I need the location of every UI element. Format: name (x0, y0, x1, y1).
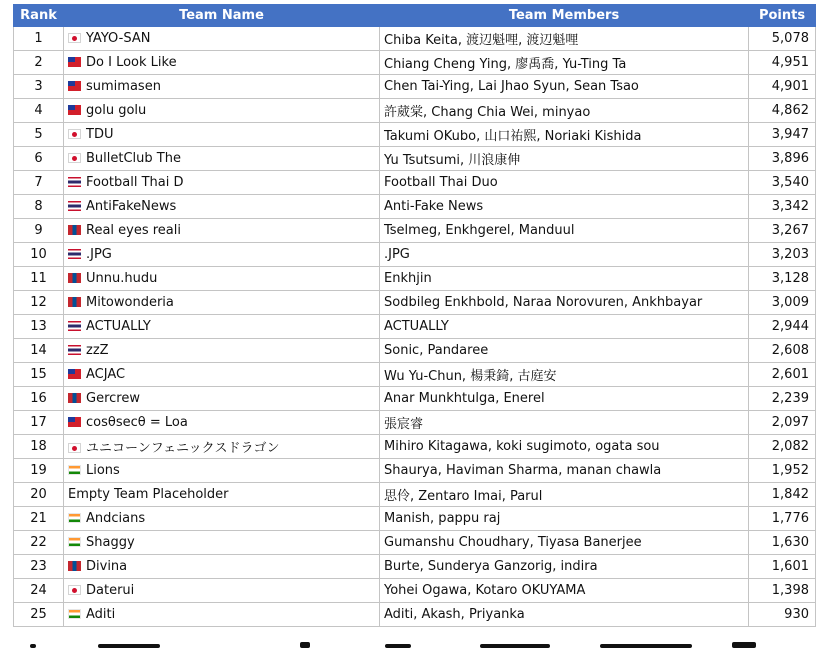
team-members-column-header: Team Members (380, 5, 749, 27)
team-name: Aditi (86, 607, 116, 622)
flag-jp-icon (68, 33, 81, 43)
table-row (14, 579, 816, 603)
team-name-cell (64, 603, 380, 627)
team-name-cell (64, 435, 380, 459)
points-cell: 3,203 (749, 243, 816, 267)
table-row (14, 411, 816, 435)
flag-tw-icon (68, 369, 81, 379)
team-members-cell: Burte, Sunderya Ganzorig, indira (380, 555, 749, 579)
team-members-cell: Chen Tai-Ying, Lai Jhao Syun, Sean Tsao (380, 75, 749, 99)
flag-in-icon (68, 465, 81, 475)
table-row (14, 99, 816, 123)
team-name: Unnu.hudu (86, 271, 158, 286)
team-name-cell (64, 339, 380, 363)
flag-mn-icon (68, 297, 81, 307)
team-members-cell: Yu Tsutsumi, 川浪康伸 (380, 147, 749, 171)
team-members-cell: ACTUALLY (380, 315, 749, 339)
leaderboard-table (13, 4, 816, 627)
team-name-cell (64, 267, 380, 291)
table-row (14, 171, 816, 195)
team-name: Andcians (86, 511, 146, 526)
team-name-cell (64, 51, 380, 75)
points-cell: 2,608 (749, 339, 816, 363)
table-row (14, 267, 816, 291)
table-row (14, 195, 816, 219)
rank-cell: 9 (14, 219, 64, 243)
team-name-cell (64, 411, 380, 435)
points-cell: 1,952 (749, 459, 816, 483)
rank-cell: 23 (14, 555, 64, 579)
table-row (14, 507, 816, 531)
rank-cell: 8 (14, 195, 64, 219)
flag-in-icon (68, 537, 81, 547)
flag-th-icon (68, 249, 81, 259)
team-name: TDU (86, 127, 114, 142)
flag-tw-icon (68, 81, 81, 91)
team-members-cell: Enkhjin (380, 267, 749, 291)
flag-jp-icon (68, 585, 81, 595)
points-cell: 3,947 (749, 123, 816, 147)
flag-tw-icon (68, 57, 81, 67)
table-row (14, 27, 816, 51)
points-cell: 1,398 (749, 579, 816, 603)
rank-cell: 14 (14, 339, 64, 363)
team-members-cell: Chiang Cheng Ying, 廖禹喬, Yu-Ting Ta (380, 51, 749, 75)
flag-tw-icon (68, 417, 81, 427)
table-row (14, 603, 816, 627)
flag-th-icon (68, 321, 81, 331)
team-name-cell (64, 483, 380, 507)
team-members-cell: Yohei Ogawa, Kotaro OKUYAMA (380, 579, 749, 603)
team-name-cell (64, 387, 380, 411)
points-cell: 3,540 (749, 171, 816, 195)
points-cell: 2,097 (749, 411, 816, 435)
flag-th-icon (68, 201, 81, 211)
points-cell: 3,342 (749, 195, 816, 219)
rank-cell: 18 (14, 435, 64, 459)
team-name-cell (64, 459, 380, 483)
team-members-cell: Anar Munkhtulga, Enerel (380, 387, 749, 411)
points-cell: 1,776 (749, 507, 816, 531)
team-name: YAYO-SAN (86, 31, 151, 46)
team-name: Football Thai D (86, 175, 184, 190)
team-members-cell: Tselmeg, Enkhgerel, Manduul (380, 219, 749, 243)
team-name-cell (64, 195, 380, 219)
team-name-cell (64, 507, 380, 531)
points-cell: 3,009 (749, 291, 816, 315)
team-name: Mitowonderia (86, 295, 174, 310)
rank-cell: 3 (14, 75, 64, 99)
flag-jp-icon (68, 153, 81, 163)
table-row (14, 531, 816, 555)
flag-mn-icon (68, 393, 81, 403)
rank-cell: 7 (14, 171, 64, 195)
table-row (14, 459, 816, 483)
team-members-cell: Anti-Fake News (380, 195, 749, 219)
table-row (14, 123, 816, 147)
team-members-cell: Sodbileg Enkhbold, Naraa Norovuren, Ankhbayar (380, 291, 749, 315)
rank-cell: 11 (14, 267, 64, 291)
table-row (14, 219, 816, 243)
rank-cell: 20 (14, 483, 64, 507)
team-members-cell: Shaurya, Haviman Sharma, manan chawla (380, 459, 749, 483)
rank-cell: 19 (14, 459, 64, 483)
team-members-cell: 思伶, Zentaro Imai, Parul (380, 483, 749, 507)
flag-th-icon (68, 345, 81, 355)
flag-in-icon (68, 513, 81, 523)
points-cell: 4,951 (749, 51, 816, 75)
points-cell: 1,630 (749, 531, 816, 555)
table-row (14, 75, 816, 99)
team-name: Divina (86, 559, 128, 574)
table-row (14, 51, 816, 75)
flag-jp-icon (68, 443, 81, 453)
team-members-cell: 許葳棠, Chang Chia Wei, minyao (380, 99, 749, 123)
cropped-next-row-fragments (0, 642, 839, 650)
rank-column-header: Rank (14, 5, 64, 27)
team-members-cell: 張宸睿 (380, 411, 749, 435)
team-members-cell: Sonic, Pandaree (380, 339, 749, 363)
team-name: sumimasen (86, 79, 161, 94)
team-name: Gercrew (86, 391, 140, 406)
team-members-cell: Football Thai Duo (380, 171, 749, 195)
table-row (14, 483, 816, 507)
team-name-cell (64, 579, 380, 603)
points-cell: 1,842 (749, 483, 816, 507)
points-cell: 3,267 (749, 219, 816, 243)
team-name-cell (64, 219, 380, 243)
team-name-column-header: Team Name (64, 5, 380, 27)
team-members-cell: Gumanshu Choudhary, Tiyasa Banerjee (380, 531, 749, 555)
rank-cell: 22 (14, 531, 64, 555)
team-members-cell: Aditi, Akash, Priyanka (380, 603, 749, 627)
rank-cell: 12 (14, 291, 64, 315)
team-name-cell (64, 171, 380, 195)
team-name: ACJAC (86, 367, 126, 382)
rank-cell: 6 (14, 147, 64, 171)
team-name-cell (64, 291, 380, 315)
team-members-cell: Mihiro Kitagawa, koki sugimoto, ogata sou (380, 435, 749, 459)
team-members-cell: Takumi OKubo, 山口祐熙, Noriaki Kishida (380, 123, 749, 147)
points-cell: 2,601 (749, 363, 816, 387)
table-row (14, 363, 816, 387)
team-name: Empty Team Placeholder (68, 487, 229, 502)
table-row (14, 291, 816, 315)
rank-cell: 4 (14, 99, 64, 123)
points-cell: 3,896 (749, 147, 816, 171)
rank-cell: 1 (14, 27, 64, 51)
team-name: Shaggy (86, 535, 135, 550)
rank-cell: 25 (14, 603, 64, 627)
table-row (14, 147, 816, 171)
points-cell: 4,862 (749, 99, 816, 123)
table-row (14, 555, 816, 579)
team-name-cell (64, 99, 380, 123)
team-name-cell (64, 315, 380, 339)
team-name: Daterui (86, 583, 135, 598)
team-members-cell: Chiba Keita, 渡辺魁哩, 渡辺魁哩 (380, 27, 749, 51)
team-name-cell (64, 363, 380, 387)
team-name-cell (64, 243, 380, 267)
team-name: zzZ (86, 343, 109, 358)
team-name: BulletClub The (86, 151, 181, 166)
points-cell: 2,944 (749, 315, 816, 339)
flag-tw-icon (68, 105, 81, 115)
flag-in-icon (68, 609, 81, 619)
flag-th-icon (68, 177, 81, 187)
table-row (14, 339, 816, 363)
flag-mn-icon (68, 273, 81, 283)
team-name: cosθsecθ = Loa (86, 415, 188, 430)
team-name: ユニコーンフェニックスドラゴン (86, 441, 280, 456)
rank-cell: 10 (14, 243, 64, 267)
team-name: golu golu (86, 103, 147, 118)
points-column-header: Points (749, 5, 816, 27)
table-row (14, 387, 816, 411)
team-name: Lions (86, 463, 120, 478)
rank-cell: 15 (14, 363, 64, 387)
rank-cell: 16 (14, 387, 64, 411)
team-name: AntiFakeNews (86, 199, 177, 214)
rank-cell: 13 (14, 315, 64, 339)
team-name: .JPG (86, 247, 112, 262)
team-name-cell (64, 147, 380, 171)
team-members-cell: Manish, pappu raj (380, 507, 749, 531)
team-name-cell (64, 27, 380, 51)
rank-cell: 5 (14, 123, 64, 147)
team-name-cell (64, 123, 380, 147)
rank-cell: 17 (14, 411, 64, 435)
table-row (14, 243, 816, 267)
table-row (14, 435, 816, 459)
table-row (14, 315, 816, 339)
points-cell: 3,128 (749, 267, 816, 291)
points-cell: 5,078 (749, 27, 816, 51)
team-name-cell (64, 531, 380, 555)
flag-mn-icon (68, 561, 81, 571)
flag-jp-icon (68, 129, 81, 139)
team-name-cell (64, 555, 380, 579)
rank-cell: 24 (14, 579, 64, 603)
team-name: Real eyes reali (86, 223, 181, 238)
team-name: ACTUALLY (86, 319, 151, 334)
team-name: Do I Look Like (86, 55, 177, 70)
points-cell: 4,901 (749, 75, 816, 99)
team-members-cell: .JPG (380, 243, 749, 267)
points-cell: 2,082 (749, 435, 816, 459)
points-cell: 1,601 (749, 555, 816, 579)
team-name-cell (64, 75, 380, 99)
points-cell: 2,239 (749, 387, 816, 411)
team-members-cell: Wu Yu-Chun, 楊秉錡, 古庭安 (380, 363, 749, 387)
points-cell: 930 (749, 603, 816, 627)
rank-cell: 21 (14, 507, 64, 531)
header-row (14, 5, 816, 27)
flag-mn-icon (68, 225, 81, 235)
rank-cell: 2 (14, 51, 64, 75)
